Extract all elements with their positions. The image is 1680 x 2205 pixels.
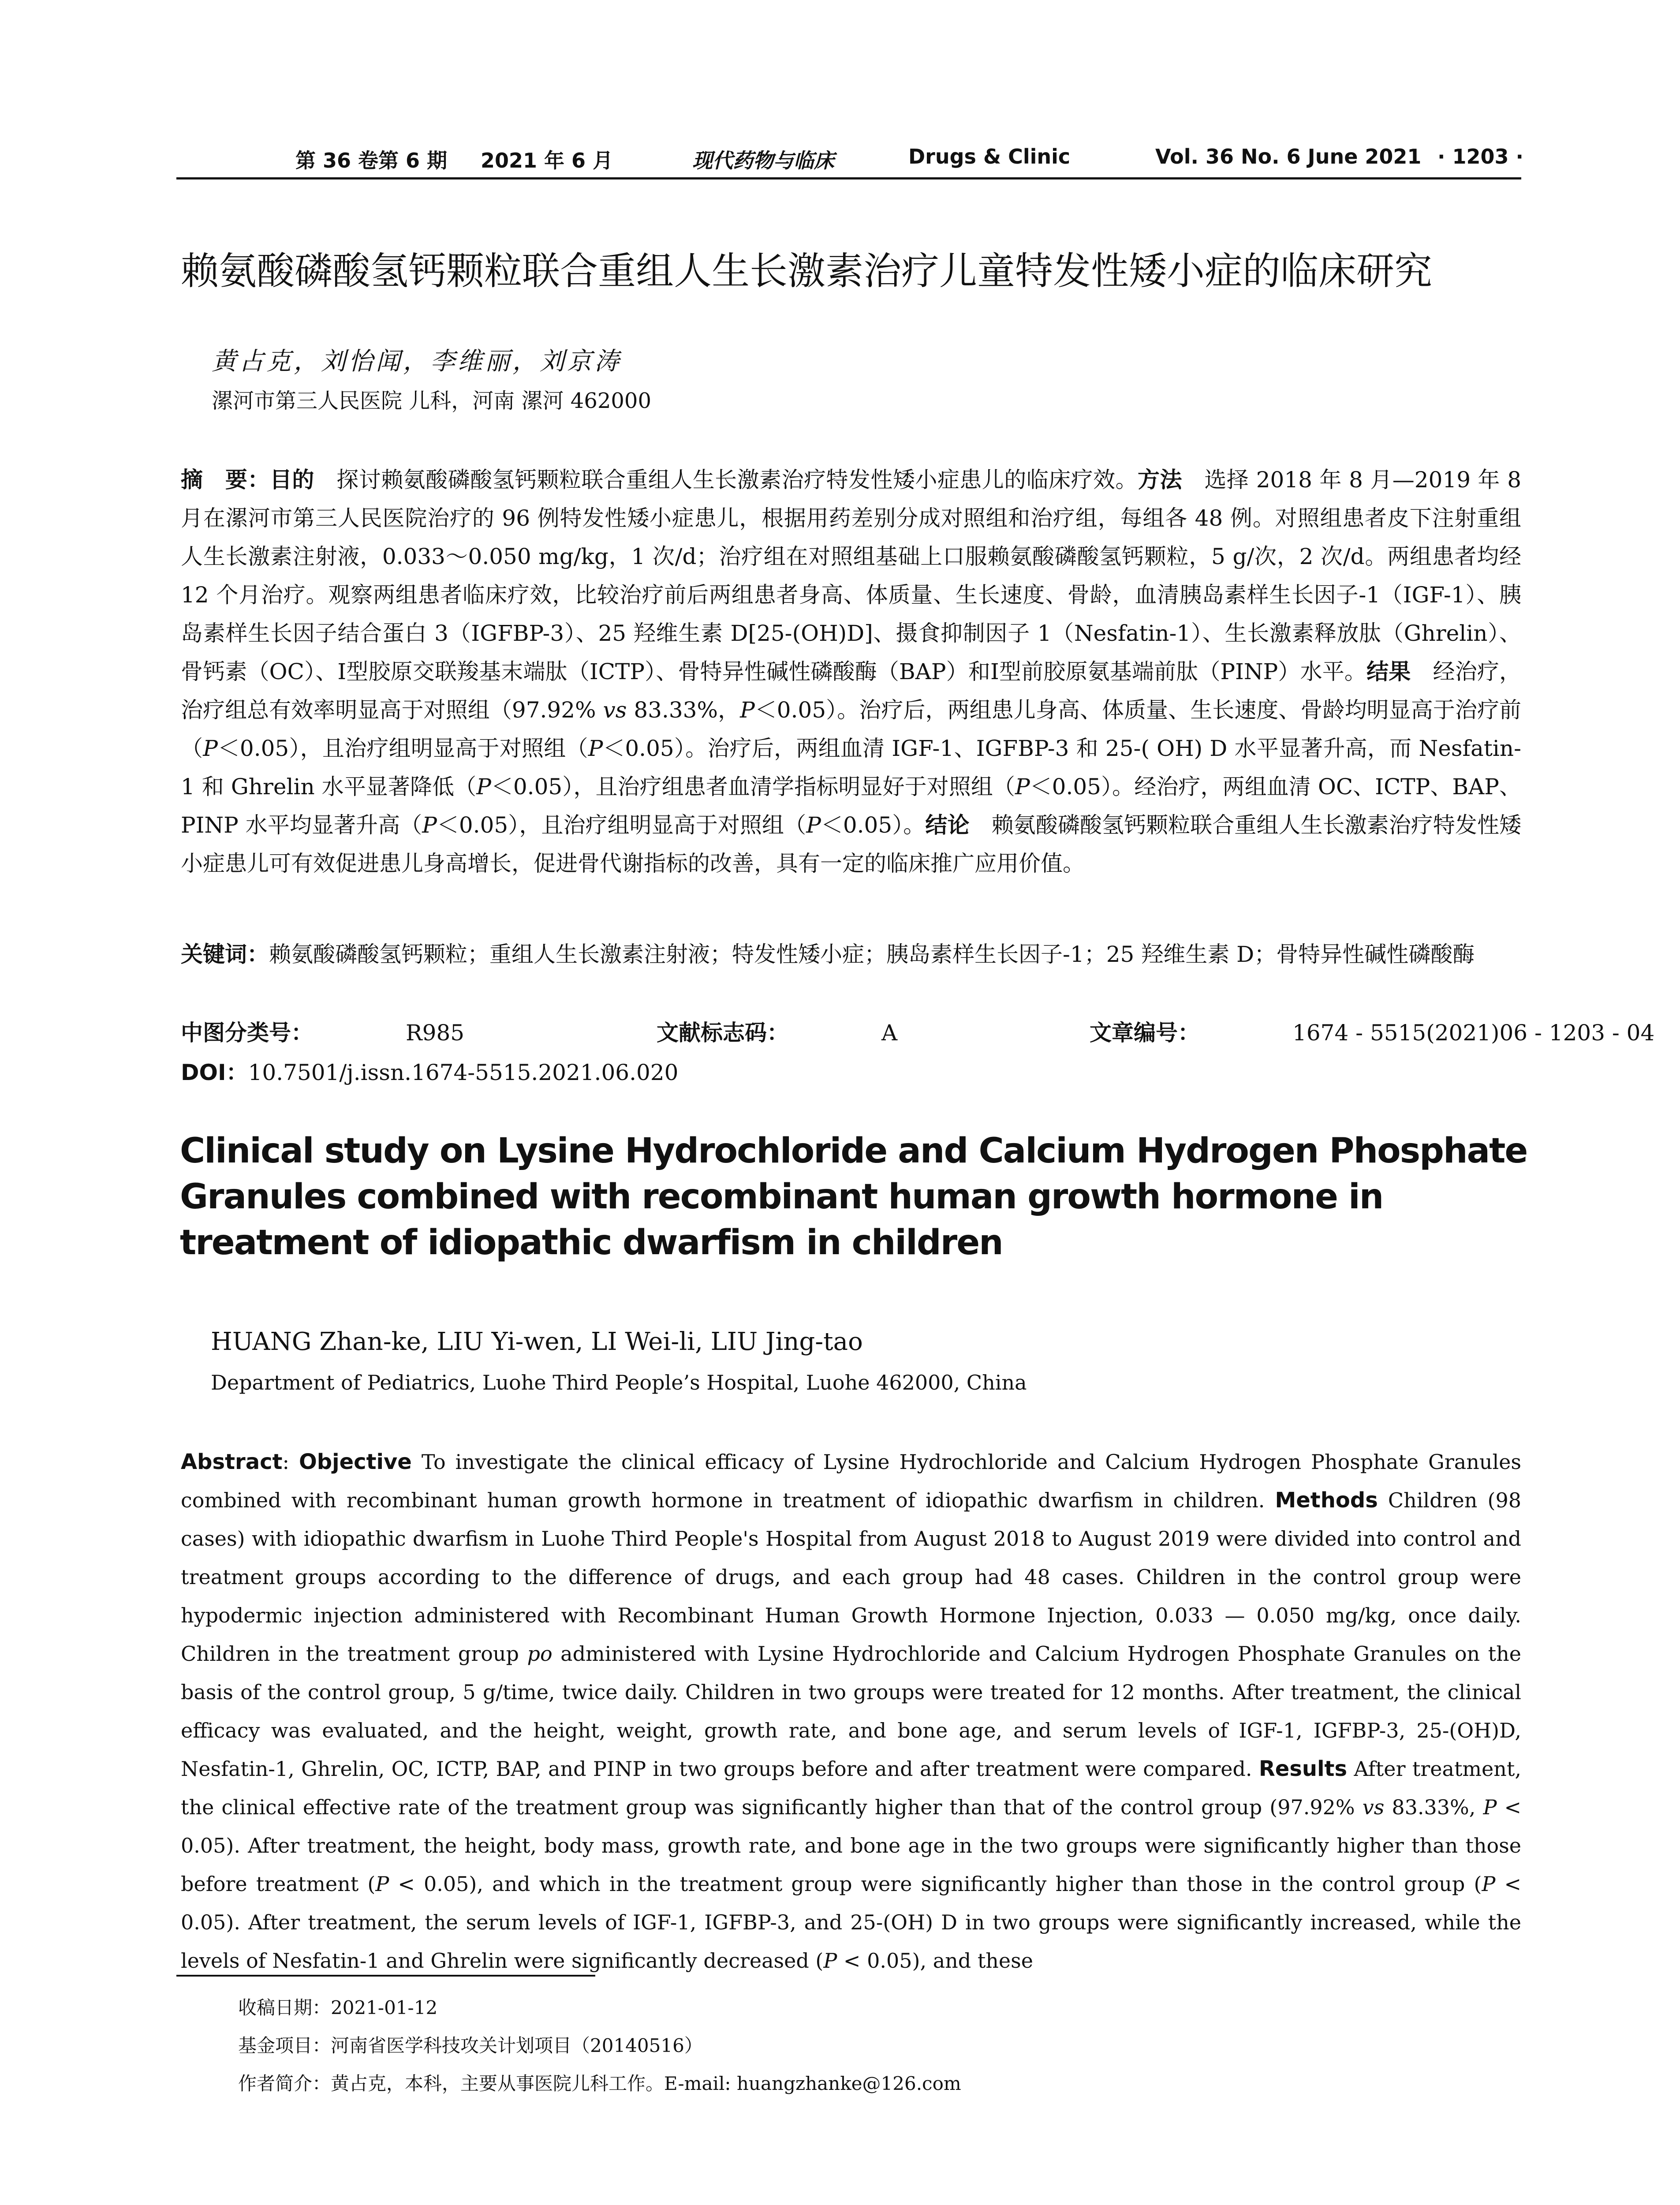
title-zh: 赖氨酸磷酸氢钙颗粒联合重组人生长激素治疗儿童特发性矮小症的临床研究 <box>181 249 1432 293</box>
p-symbol: P <box>588 736 603 761</box>
objective-text-en: To investigate the clinical efficacy of Lysine Hydrochloride and Calcium Hydrogen Phosphate Granules combined with recombinant human growth hormone in treatment of idiopathic dwarfism in children. <box>181 1450 1521 1512</box>
article-no-value: 1674 - 5515(2021)06 - 1203 - 04 <box>1292 1020 1655 1046</box>
affiliation-zh: 漯河市第三人民医院 儿科，河南 漯河 462000 <box>212 389 652 413</box>
results-text-en: < 0.05). After treatment, the height, body mass, growth rate, and bone age in the two groups were significantly higher than those before treatment ( <box>181 1795 1522 1896</box>
title-en: Clinical study on Lysine Hydrochloride and Calcium Hydrogen Phosphate Granules combined with recombinant human growth hormone in treatment of idiopathic dwarfism in children <box>180 1131 1527 1263</box>
affiliation-en: Department of Pediatrics, Luohe Third People’s Hospital, Luohe 462000, China <box>211 1371 1027 1394</box>
objective-text-zh: 探讨赖氨酸磷酸氢钙颗粒联合重组人生长激素治疗特发性矮小症患儿的临床疗效。 <box>314 467 1138 493</box>
vs-en: vs <box>1362 1795 1385 1819</box>
results-text-en: 83.33%, <box>1384 1795 1483 1819</box>
header-journal-en: Drugs & Clinic <box>908 145 1071 168</box>
results-label-en: Results <box>1258 1757 1348 1781</box>
results-text-en: After treatment, the clinical effective rate of the treatment group was significantly higher than that of the control group (97.92% <box>181 1757 1521 1819</box>
conclusion-label-zh: 结论 <box>925 812 970 838</box>
objective-label-en: Objective <box>299 1450 412 1474</box>
header-volume-en: Vol. 36 No. 6 June 2021 <box>1155 145 1422 168</box>
methods-label-zh: 方法 <box>1138 467 1182 493</box>
classification-line <box>181 1015 1680 1047</box>
results-text-zh: ＜0.05），且治疗组明显高于对照组（ <box>217 736 588 761</box>
objective-label-zh: 目的 <box>269 467 314 493</box>
p-symbol: P <box>375 1872 389 1896</box>
p-symbol: P <box>740 697 755 723</box>
doc-code-value: A <box>881 1020 898 1046</box>
abstract-zh-label: 摘 要： <box>181 467 270 493</box>
header-page-number: · 1203 · <box>1437 145 1524 168</box>
results-label-zh: 结果 <box>1366 659 1411 684</box>
clc-label: 中图分类号： <box>181 1020 313 1046</box>
results-text-zh: ＜0.05）。治疗后，两组血清 IGF-1、IGFBP-3 和 25-( OH) D 水平显著升高，而 Nesfatin-1 和 Ghrelin 水平显著降低（ <box>181 736 1521 800</box>
results-text-en: < 0.05). After treatment, the serum levels of IGF-1, IGFBP-3, and 25-(OH) D in two groups were significantly increased, while the levels of Nesfatin-1 and Ghrelin were significantly decreased ( <box>181 1872 1522 1973</box>
header-date-zh: 2021 年 6 月 <box>481 149 613 172</box>
p-symbol: P <box>1015 774 1030 800</box>
clc-value: R985 <box>406 1020 465 1046</box>
results-text-en: < 0.05), and which in the treatment group were significantly higher than those in the control group ( <box>389 1872 1482 1896</box>
header-volume-zh: 第 36 卷第 6 期 <box>295 149 448 172</box>
doc-code-label: 文献标志码： <box>657 1020 789 1046</box>
received-date: 2021-01-12 <box>331 1997 438 2018</box>
p-symbol: P <box>1482 1872 1496 1896</box>
footnote-author <box>238 2065 961 2103</box>
abstract-en-label: Abstract <box>181 1450 283 1474</box>
abstract-en-colon: : <box>282 1450 299 1474</box>
abstract-zh <box>181 461 1521 883</box>
p-symbol: P <box>476 774 491 800</box>
footnote-fund <box>238 2027 961 2065</box>
doi-line <box>181 1055 678 1087</box>
footnotes <box>238 1989 961 2103</box>
keywords-label-zh: 关键词： <box>181 942 269 967</box>
keywords-text-zh: 赖氨酸磷酸氢钙颗粒；重组人生长激素注射液；特发性矮小症；胰岛素样生长因子-1；25 羟维生素 D；骨特异性碱性磷酸酶 <box>269 942 1475 967</box>
authors-en: HUANG Zhan-ke, LIU Yi-wen, LI Wei-li, LIU Jing-tao <box>211 1327 863 1356</box>
author-bio-label: 作者简介： <box>238 2073 331 2094</box>
p-symbol: P <box>823 1949 837 1973</box>
results-text-zh: 83.33%， <box>627 697 740 723</box>
methods-text-zh: 选择 2018 年 8 月—2019 年 8 月在漯河市第三人民医院治疗的 96 例特发性矮小症患儿，根据用药差别分成对照组和治疗组，每组各 48 例。对照组患者皮下注射重组人生长激素注射液，0.033～0.050 mg/kg，1 次/d；治疗组在对照组基础上口服赖氨酸磷酸氢钙颗粒，5 g/次，2 次/d。两组患者均经 12 个月治疗。观察两组患者临床疗效，比较治疗前后两组患者身高、体质量、生长速度、骨龄，血清胰岛素样生长因子-1（IGF-1）、胰岛素样生长因子结合蛋白 3（IGFBP-3）、25 羟维生素 D[25-(OH)D]、摄食抑制因子 1（Nesfatin-1）、生长激素释放肽（Ghrelin）、骨钙素（OC）、Ⅰ型胶原交联羧基末端肽（ICTP）、骨特异性碱性磷酸酶（BAP）和Ⅰ型前胶原氨基端前肽（PINP）水平。 <box>181 467 1522 684</box>
keywords-zh <box>181 935 1521 974</box>
doi-value[interactable]: 10.7501/j.issn.1674-5515.2021.06.020 <box>248 1060 679 1085</box>
abstract-en <box>181 1443 1521 1980</box>
running-header <box>176 137 1524 181</box>
header-rule <box>176 177 1521 179</box>
p-symbol: P <box>1483 1795 1497 1819</box>
received-label: 收稿日期： <box>238 1997 331 2018</box>
p-symbol: P <box>203 736 218 761</box>
fund-text: 河南省医学科技攻关计划项目（20140516） <box>331 2035 703 2056</box>
results-text-zh: 经治疗，治疗组总有效率明显高于对照组（97.92% <box>181 659 1522 723</box>
fund-label: 基金项目： <box>238 2035 331 2056</box>
article-no-label: 文章编号： <box>1090 1020 1200 1046</box>
footnote-received <box>238 1989 961 2027</box>
conclusion-text-zh: 赖氨酸磷酸氢钙颗粒联合重组人生长激素治疗特发性矮小症患儿可有效促进患儿身高增长，促进骨代谢指标的改善，具有一定的临床推广应用价值。 <box>181 812 1522 876</box>
header-journal-zh: 现代药物与临床 <box>692 149 834 172</box>
results-text-zh: ＜0.05）。治疗后，两组患儿身高、体质量、生长速度、骨龄均明显高于治疗前（ <box>181 697 1522 761</box>
methods-text-en: administered with Lysine Hydrochloride and Calcium Hydrogen Phosphate Granules on the basis of the control group, 5 g/time, twice daily. Children in two groups were treated for 12 months. After treatment, the clinical efficacy was evaluated, and the height, weight, growth rate, and bone age, and serum levels of IGF-1, IGFBP-3, 25-(OH)D, Nesfatin-1, Ghrelin, OC, ICTP, BAP, and PINP in two groups before and after treatment were compared. <box>181 1642 1521 1781</box>
results-text-zh: ＜0.05）。经治疗，两组血清 OC、ICTP、BAP、PINP 水平均显著升高（ <box>181 774 1522 838</box>
methods-label-en: Methods <box>1275 1488 1378 1513</box>
doi-label: DOI： <box>181 1060 248 1085</box>
author-bio-text: 黄占克，本科，主要从事医院儿科工作。E-mail: huangzhanke@126.com <box>331 2073 961 2094</box>
vs-zh: vs <box>603 697 627 723</box>
results-text-zh: ＜0.05），且治疗组患者血清学指标明显好于对照组（ <box>491 774 1015 800</box>
results-text-en: < 0.05), and these <box>837 1949 1033 1973</box>
p-symbol: P <box>422 812 437 838</box>
footnote-rule <box>176 1975 595 1977</box>
methods-text-en: Children (98 cases) with idiopathic dwarfism in Luohe Third People's Hospital from August 2018 to August 2019 were divided into control and treatment groups according to the difference of drugs, and each group had 48 cases. Children in the control group were hypodermic injection administered with Recombinant Human Growth Hormone Injection, 0.033 — 0.050 mg/kg, once daily. Children in the treatment group <box>181 1488 1521 1666</box>
po-abbrev: po <box>527 1642 553 1666</box>
results-text-zh: ＜0.05）。 <box>821 812 926 838</box>
authors-zh: 黄占克，刘怡闻，李维丽，刘京涛 <box>212 347 622 376</box>
p-symbol: P <box>806 812 821 838</box>
results-text-zh: ＜0.05），且治疗组明显高于对照组（ <box>437 812 806 838</box>
